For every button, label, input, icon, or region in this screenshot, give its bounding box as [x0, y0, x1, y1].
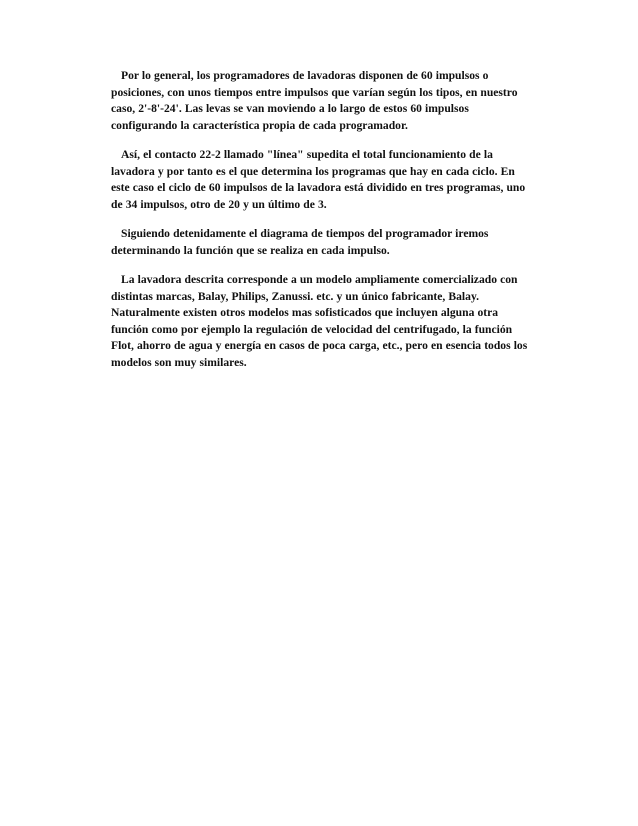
document-body: [111, 68, 531, 384]
paragraph-modelo-lavadora: La lavadora descrita corresponde a un modelo ampliamente comercializado con distintas marcas, Balay, Philips, Zanussi. etc. y un único fabricante, Balay. Naturalmente existen otros modelos mas sofisticados que incluyen alguna otra función como por ejemplo la regulación de velocidad del centrifugado, la función Flot, ahorro de agua y energía en casos de poca carga, etc., pero en esencia todos los modelos son muy similares.: [111, 273, 528, 369]
paragraph-programadores: Por lo general, los programadores de lavadoras disponen de 60 impulsos o posiciones, con unos tiempos entre impulsos que varían según los tipos, en nuestro caso, 2'-8'-24'. Las levas se van moviendo a lo largo de estos 60 impulsos configurando la característica propia de cada programador.: [111, 69, 518, 132]
paragraph-contacto-linea: Así, el contacto 22-2 llamado "línea" supedita el total funcionamiento de la lavadora y por tanto es el que determina los programas que hay en cada ciclo. En este caso el ciclo de 60 impulsos de la lavadora está dividido en tres programas, uno de 34 impulsos, otro de 20 y un último de 3.: [111, 148, 526, 211]
paragraph-diagrama-tiempos: Siguiendo detenidamente el diagrama de tiempos del programador iremos determinando la función que se realiza en cada impulso.: [111, 227, 489, 257]
